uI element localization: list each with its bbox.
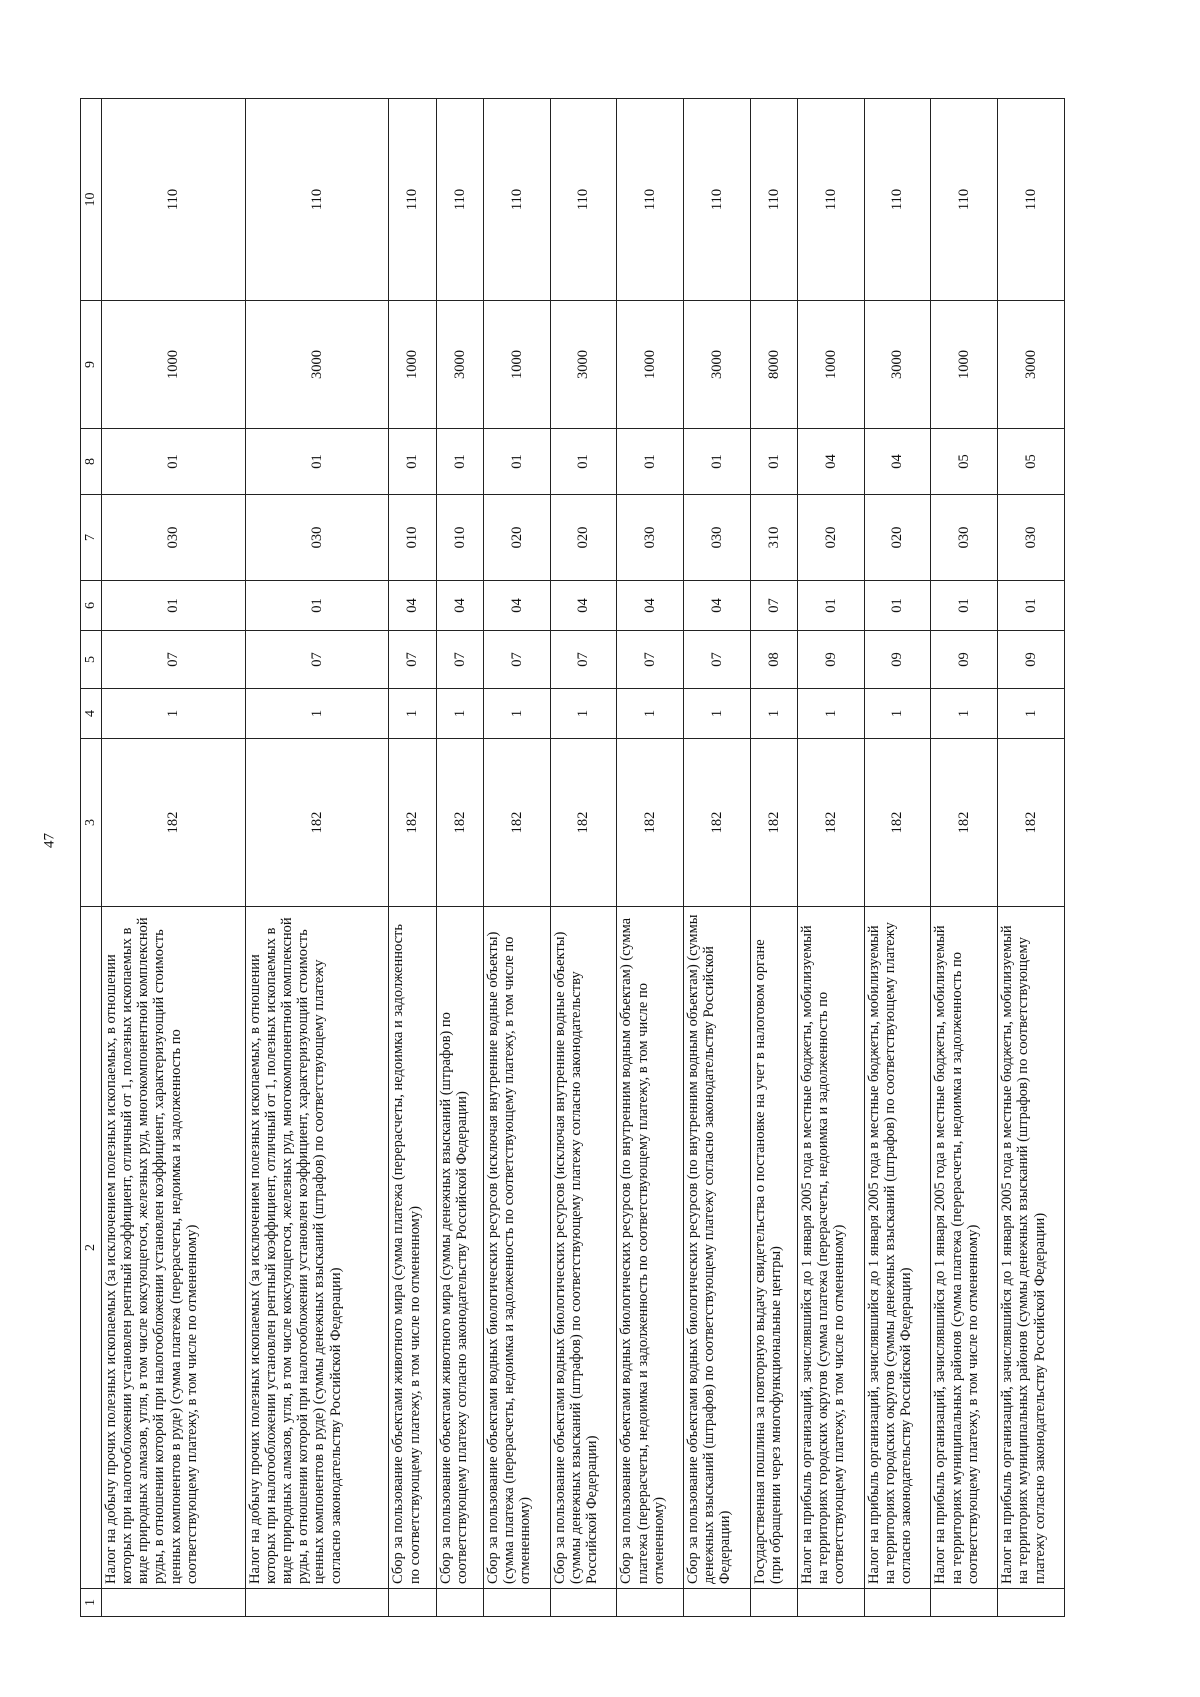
cell-row-number (998, 1589, 1065, 1617)
cell-subarticle-code: 030 (245, 495, 389, 581)
cell-element-code: 01 (550, 429, 617, 495)
cell-description: Сбор за пользование объектами животного мира (суммы денежных взысканий (штрафов) по соответствующему платежу согласно законодательству Российской Федерации) (436, 907, 483, 1589)
table-row (245, 99, 389, 1617)
cell-admin-code: 182 (436, 739, 483, 907)
table-row (436, 99, 483, 1617)
cell-economic-code: 110 (483, 99, 550, 301)
table-row (550, 99, 617, 1617)
cell-article-code: 04 (483, 581, 550, 631)
cell-program-code: 1000 (389, 301, 436, 429)
cell-element-code: 01 (101, 429, 245, 495)
cell-subarticle-code: 020 (483, 495, 550, 581)
cell-program-code: 8000 (750, 301, 797, 429)
table-row (998, 99, 1065, 1617)
cell-program-code: 3000 (684, 301, 751, 429)
cell-description: Сбор за пользование объектами водных биологических ресурсов (исключая внутренние водные объекты) (суммы денежных взысканий (штрафов) по соответствующему платежу согласно законодательству Российской Федерации) (550, 907, 617, 1589)
cell-subgroup-code: 07 (101, 631, 245, 689)
table-row (864, 99, 931, 1617)
page-number: 47 (41, 833, 58, 848)
cell-article-code: 04 (617, 581, 684, 631)
cell-article-code: 04 (389, 581, 436, 631)
cell-program-code: 1000 (931, 301, 998, 429)
header-col-4: 4 (81, 689, 102, 739)
cell-economic-code: 110 (684, 99, 751, 301)
cell-subgroup-code: 07 (483, 631, 550, 689)
cell-admin-code: 182 (617, 739, 684, 907)
cell-subgroup-code: 07 (389, 631, 436, 689)
cell-subgroup-code: 07 (245, 631, 389, 689)
cell-admin-code: 182 (389, 739, 436, 907)
cell-economic-code: 110 (797, 99, 864, 301)
cell-group-code: 1 (750, 689, 797, 739)
cell-element-code: 01 (617, 429, 684, 495)
cell-admin-code: 182 (864, 739, 931, 907)
cell-admin-code: 182 (684, 739, 751, 907)
cell-group-code: 1 (101, 689, 245, 739)
cell-article-code: 04 (550, 581, 617, 631)
cell-group-code: 1 (245, 689, 389, 739)
cell-row-number (931, 1589, 998, 1617)
cell-group-code: 1 (617, 689, 684, 739)
cell-economic-code: 110 (864, 99, 931, 301)
cell-group-code: 1 (797, 689, 864, 739)
cell-element-code: 01 (750, 429, 797, 495)
table-row (101, 99, 245, 1617)
cell-admin-code: 182 (101, 739, 245, 907)
cell-group-code: 1 (998, 689, 1065, 739)
cell-element-code: 04 (864, 429, 931, 495)
header-col-7: 7 (81, 495, 102, 581)
table-body (101, 99, 1064, 1617)
cell-subarticle-code: 020 (864, 495, 931, 581)
header-col-5: 5 (81, 631, 102, 689)
cell-element-code: 01 (483, 429, 550, 495)
cell-article-code: 01 (101, 581, 245, 631)
cell-row-number (617, 1589, 684, 1617)
cell-subarticle-code: 030 (684, 495, 751, 581)
cell-admin-code: 182 (483, 739, 550, 907)
cell-element-code: 04 (797, 429, 864, 495)
cell-admin-code: 182 (931, 739, 998, 907)
cell-program-code: 3000 (550, 301, 617, 429)
table-row (797, 99, 864, 1617)
cell-article-code: 01 (245, 581, 389, 631)
header-col-6: 6 (81, 581, 102, 631)
cell-description: Сбор за пользование объектами водных биологических ресурсов (исключая внутренние водные объекты) (сумма платежа (перерасчеты, недоимка и задолженность по соответствующему платежу, в том числе по отмененному) (483, 907, 550, 1589)
cell-element-code: 01 (245, 429, 389, 495)
cell-program-code: 3000 (436, 301, 483, 429)
table-row (483, 99, 550, 1617)
cell-description: Налог на прибыль организаций, зачислявшийся до 1 января 2005 года в местные бюджеты, мобилизуемый на территориях городских округов (сумма платежа (перерасчеты, недоимка и задолженность по соответствующему платежу, в том числе по отмененному) (797, 907, 864, 1589)
cell-subarticle-code: 020 (797, 495, 864, 581)
cell-subgroup-code: 09 (998, 631, 1065, 689)
cell-row-number (389, 1589, 436, 1617)
cell-article-code: 04 (436, 581, 483, 631)
cell-program-code: 1000 (101, 301, 245, 429)
cell-program-code: 1000 (617, 301, 684, 429)
cell-row-number (864, 1589, 931, 1617)
header-col-8: 8 (81, 429, 102, 495)
cell-subgroup-code: 08 (750, 631, 797, 689)
cell-economic-code: 110 (436, 99, 483, 301)
cell-element-code: 01 (389, 429, 436, 495)
cell-subarticle-code: 010 (389, 495, 436, 581)
cell-row-number (483, 1589, 550, 1617)
cell-program-code: 3000 (245, 301, 389, 429)
cell-description: Сбор за пользование объектами водных биологических ресурсов (по внутренним водным объектам) (суммы денежных взысканий (штрафов) по соответствующему платежу согласно законодательству Российской Федерации) (684, 907, 751, 1589)
table-row (684, 99, 751, 1617)
cell-description: Налог на добычу прочих полезных ископаемых (за исключением полезных ископаемых, в отношении которых при налогообложении установлен рентный коэффициент, отличный от 1, полезных ископаемых в виде природных алмазов, угля, в том числе коксующегося, железных руд, многокомпонентной комплексной руды, в отношении которой при налогообложении установлен коэффициент, характеризующий стоимость ценных компонентов в руде) (суммы денежных взысканий (штрафов) по соответствующему платежу согласно законодательству Российской Федерации) (245, 907, 389, 1589)
cell-description: Налог на прибыль организаций, зачислявшийся до 1 января 2005 года в местные бюджеты, мобилизуемый на территориях городских округов (суммы денежных взысканий (штрафов) по соответствующему платежу согласно законодательству Российской Федерации) (864, 907, 931, 1589)
cell-group-code: 1 (931, 689, 998, 739)
header-col-1: 1 (81, 1589, 102, 1617)
cell-program-code: 1000 (797, 301, 864, 429)
cell-article-code: 01 (864, 581, 931, 631)
cell-subgroup-code: 07 (617, 631, 684, 689)
cell-subgroup-code: 09 (797, 631, 864, 689)
cell-group-code: 1 (864, 689, 931, 739)
cell-description: Налог на прибыль организаций, зачислявшийся до 1 января 2005 года в местные бюджеты, мобилизуемый на территориях муниципальных районов (сумма платежа (перерасчеты, недоимка и задолженность по соответствующему платежу, в том числе по отмененному) (931, 907, 998, 1589)
cell-article-code: 01 (998, 581, 1065, 631)
cell-admin-code: 182 (998, 739, 1065, 907)
table-row (389, 99, 436, 1617)
cell-admin-code: 182 (245, 739, 389, 907)
cell-row-number (101, 1589, 245, 1617)
cell-element-code: 01 (684, 429, 751, 495)
cell-article-code: 07 (750, 581, 797, 631)
cell-group-code: 1 (684, 689, 751, 739)
cell-article-code: 01 (931, 581, 998, 631)
cell-description: Сбор за пользование объектами животного мира (сумма платежа (перерасчеты, недоимка и задолженность по соответствующему платежу, в том числе по отмененному) (389, 907, 436, 1589)
cell-row-number (797, 1589, 864, 1617)
cell-subarticle-code: 030 (617, 495, 684, 581)
cell-article-code: 01 (797, 581, 864, 631)
cell-economic-code: 110 (931, 99, 998, 301)
cell-row-number (245, 1589, 389, 1617)
cell-economic-code: 110 (101, 99, 245, 301)
table-header-row (81, 99, 102, 1617)
cell-subarticle-code: 030 (931, 495, 998, 581)
cell-description: Налог на добычу прочих полезных ископаемых (за исключением полезных ископаемых, в отношении которых при налогообложении установлен рентный коэффициент, отличный от 1, полезных ископаемых в виде природных алмазов, угля, в том числе коксующегося, железных руд, многокомпонентной комплексной руды, в отношении которой при налогообложении установлен коэффициент, характеризующий стоимость ценных компонентов в руде) (сумма платежа (перерасчеты, недоимка и задолженность по соответствующему платежу, в том числе по отмененному) (101, 907, 245, 1589)
header-col-2: 2 (81, 907, 102, 1589)
cell-program-code: 1000 (483, 301, 550, 429)
header-col-3: 3 (81, 739, 102, 907)
cell-subarticle-code: 030 (998, 495, 1065, 581)
cell-group-code: 1 (389, 689, 436, 739)
cell-row-number (550, 1589, 617, 1617)
cell-row-number (750, 1589, 797, 1617)
cell-economic-code: 110 (617, 99, 684, 301)
cell-subgroup-code: 09 (931, 631, 998, 689)
cell-economic-code: 110 (998, 99, 1065, 301)
table-row (750, 99, 797, 1617)
rotated-page (80, 99, 1065, 1617)
cell-row-number (436, 1589, 483, 1617)
cell-description: Сбор за пользование объектами водных биологических ресурсов (по внутренним водным объектам) (сумма платежа (перерасчеты, недоимка и задолженность по соответствующему платежу, в том числе по отмененному) (617, 907, 684, 1589)
cell-group-code: 1 (550, 689, 617, 739)
cell-subgroup-code: 09 (864, 631, 931, 689)
cell-admin-code: 182 (550, 739, 617, 907)
cell-subarticle-code: 020 (550, 495, 617, 581)
cell-subarticle-code: 030 (101, 495, 245, 581)
cell-subarticle-code: 010 (436, 495, 483, 581)
cell-group-code: 1 (436, 689, 483, 739)
header-col-9: 9 (81, 301, 102, 429)
cell-subgroup-code: 07 (550, 631, 617, 689)
cell-subgroup-code: 07 (684, 631, 751, 689)
cell-economic-code: 110 (245, 99, 389, 301)
cell-economic-code: 110 (389, 99, 436, 301)
cell-economic-code: 110 (550, 99, 617, 301)
cell-article-code: 04 (684, 581, 751, 631)
cell-program-code: 3000 (998, 301, 1065, 429)
cell-element-code: 05 (998, 429, 1065, 495)
header-col-10: 10 (81, 99, 102, 301)
cell-row-number (684, 1589, 751, 1617)
cell-admin-code: 182 (750, 739, 797, 907)
cell-description: Налог на прибыль организаций, зачислявшийся до 1 января 2005 года в местные бюджеты, мобилизуемый на территориях муниципальных районов (суммы денежных взысканий (штрафов) по соответствующему платежу согласно законодательству Российской Федерации) (998, 907, 1065, 1589)
cell-element-code: 05 (931, 429, 998, 495)
cell-program-code: 3000 (864, 301, 931, 429)
cell-description: Государственная пошлина за повторную выдачу свидетельства о постановке на учет в налоговом органе (при обращении через многофункциональные центры) (750, 907, 797, 1589)
cell-subgroup-code: 07 (436, 631, 483, 689)
table-row (931, 99, 998, 1617)
budget-classification-table (80, 98, 1065, 1617)
table-row (617, 99, 684, 1617)
cell-economic-code: 110 (750, 99, 797, 301)
cell-element-code: 01 (436, 429, 483, 495)
cell-subarticle-code: 310 (750, 495, 797, 581)
cell-group-code: 1 (483, 689, 550, 739)
cell-admin-code: 182 (797, 739, 864, 907)
